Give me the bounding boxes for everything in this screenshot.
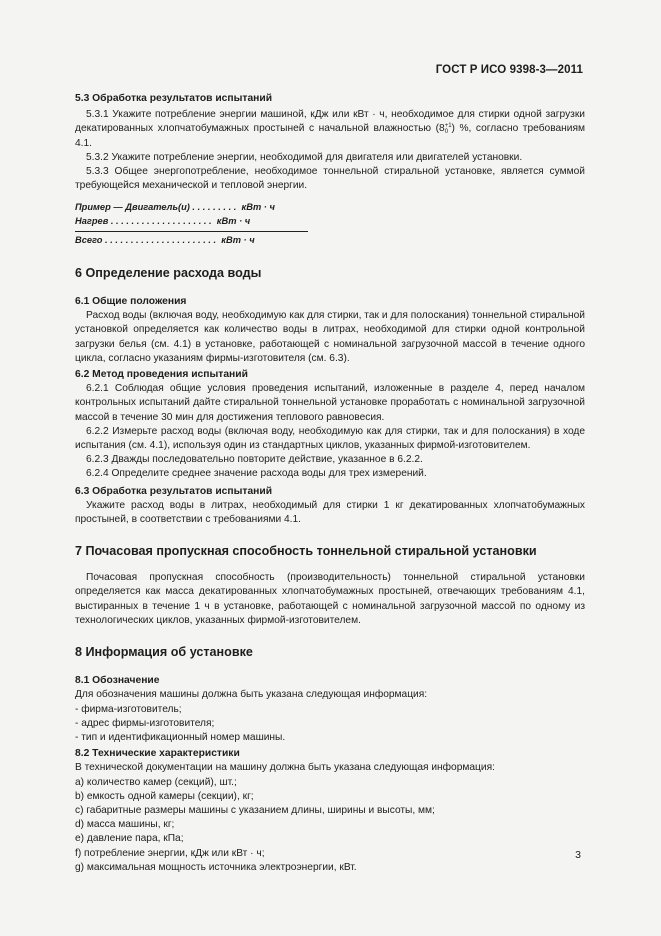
list-item: d) масса машины, кг; (75, 819, 175, 831)
paragraph-5-3-3: 5.3.3 Общее энергопотребление, необходимое тоннельной стиральной установке, является суммой требующейся механической и тепловой энергии. (75, 166, 585, 192)
section-7-heading: 7 Почасовая пропускная способность тоннельной стиральной установки (75, 544, 537, 559)
page-content (75, 92, 585, 875)
section-6-3-heading: 6.3 Обработка результатов испытаний (75, 485, 273, 497)
list-item: c) габаритные размеры машины с указанием длины, ширины и высоты, мм; (75, 804, 435, 816)
example-row-heating: Нагрев . . . . . . . . . . . . . . . . . . . . кВт · ч (75, 215, 251, 226)
paragraph-6-2-3: 6.2.3 Дважды последовательно повторите действие, указанное в 6.2.2. (86, 454, 423, 466)
list-item: b) емкость одной камеры (секции), кг; (75, 790, 254, 802)
paragraph-5-3-1 (75, 108, 585, 151)
energy-example (75, 201, 585, 247)
paragraph-6-2-1: 6.2.1 Соблюдая общие условия проведения испытаний, изложенные в разделе 4, перед началом контрольных испытаний дайте стиральной тоннельной установке проработать с номинальной загрузочной массой в течение 30 мин для достижения теплового равновесия. (75, 383, 585, 423)
list-item: g) максимальная мощность источника электроэнергии, кВт. (75, 861, 357, 873)
example-row-motor: Пример — Двигатель(и) . . . . . . . . . кВт · ч (75, 202, 275, 213)
paragraph-6-3: Укажите расход воды в литрах, необходимый для стирки 1 кг декатированных хлопчатобумажных простыней, в соответствии с требованиями 4.1. (75, 499, 585, 526)
paragraph-7: Почасовая пропускная способность (производительность) тоннельной стиральной установки определяется как масса декатированных хлопчатобумажных простыней, отвечающих требованиям 4.1, выстиранных в течение 1 ч в установке, работающей с номинальной загрузочной массой по одному из технологических циклов, указанных фирмой-изготовителем. (75, 572, 585, 626)
example-divider (75, 231, 308, 232)
section-6-1-heading: 6.1 Общие положения (75, 296, 187, 308)
tolerance-upper: +1 (444, 122, 452, 129)
section-6-heading: 6 Определение расхода воды (75, 266, 262, 281)
section-8-2-heading: 8.2 Технические характеристики (75, 748, 240, 760)
paragraph-8-2: В технической документации на машину должна быть указана следующая информация: (75, 762, 495, 774)
paragraph-5-3-1-tail: ) %, согласно требованиям 4.1. (75, 123, 585, 149)
section-8-1-heading: 8.1 Обозначение (75, 675, 160, 687)
list-item: f) потребление энергии, кДж или кВт · ч; (75, 847, 265, 859)
paragraph-6-1: Расход воды (включая воду, необходимую как для стирки, так и для полоскания) тоннельной стиральной установкой определяется как количество воды в литрах, необходимой для стирки одной контрольной загрузки белья (см. 4.1) в установке, работающей с номинальной загрузочной массой в течение одного цикла, согласно указаниям фирмы-изготовителя (см. 6.3). (75, 310, 585, 364)
section-8-heading: 8 Информация об установке (75, 645, 253, 660)
list-item: - фирма-изготовитель; (75, 703, 182, 715)
paragraph-6-2-2: 6.2.2 Измерьте расход воды (включая воду, необходимую как для стирки, так и для полоскания) в ходе испытания (см. 4.1), используя один из стандартных циклов, указанных фирмой-изготовителем. (75, 425, 585, 452)
moisture-tolerance (445, 123, 452, 135)
document-header: ГОСТ Р ИСО 9398-3—2011 (435, 64, 583, 76)
paragraph-5-3-2: 5.3.2 Укажите потребление энергии, необходимой для двигателя или двигателей установки. (86, 151, 523, 163)
list-item: - тип и идентификационный номер машины. (75, 731, 286, 743)
section-6-2-heading: 6.2 Метод проведения испытаний (75, 369, 248, 381)
list-item: e) давление пара, кПа; (75, 833, 184, 845)
example-row-total: Всего . . . . . . . . . . . . . . . . . . . . . . кВт · ч (75, 234, 255, 245)
paragraph-5-3-1-text: 5.3.1 Укажите потребление энергии машиной, кДж или кВт · ч, необходимое для стирки одной загрузки декатированных хлопчатобумажных простыней с начальной влажностью (8 (75, 109, 585, 135)
list-item: a) количество камер (секций), шт.; (75, 776, 237, 788)
tolerance-lower: 0 (444, 128, 449, 135)
page-number: 3 (575, 849, 581, 861)
list-item: - адрес фирмы-изготовителя; (75, 717, 215, 729)
section-5-3-heading: 5.3 Обработка результатов испытаний (75, 93, 273, 104)
paragraph-6-2-4: 6.2.4 Определите среднее значение расхода воды для трех измерений. (86, 468, 427, 480)
paragraph-8-1: Для обозначения машины должна быть указана следующая информация: (75, 689, 428, 701)
